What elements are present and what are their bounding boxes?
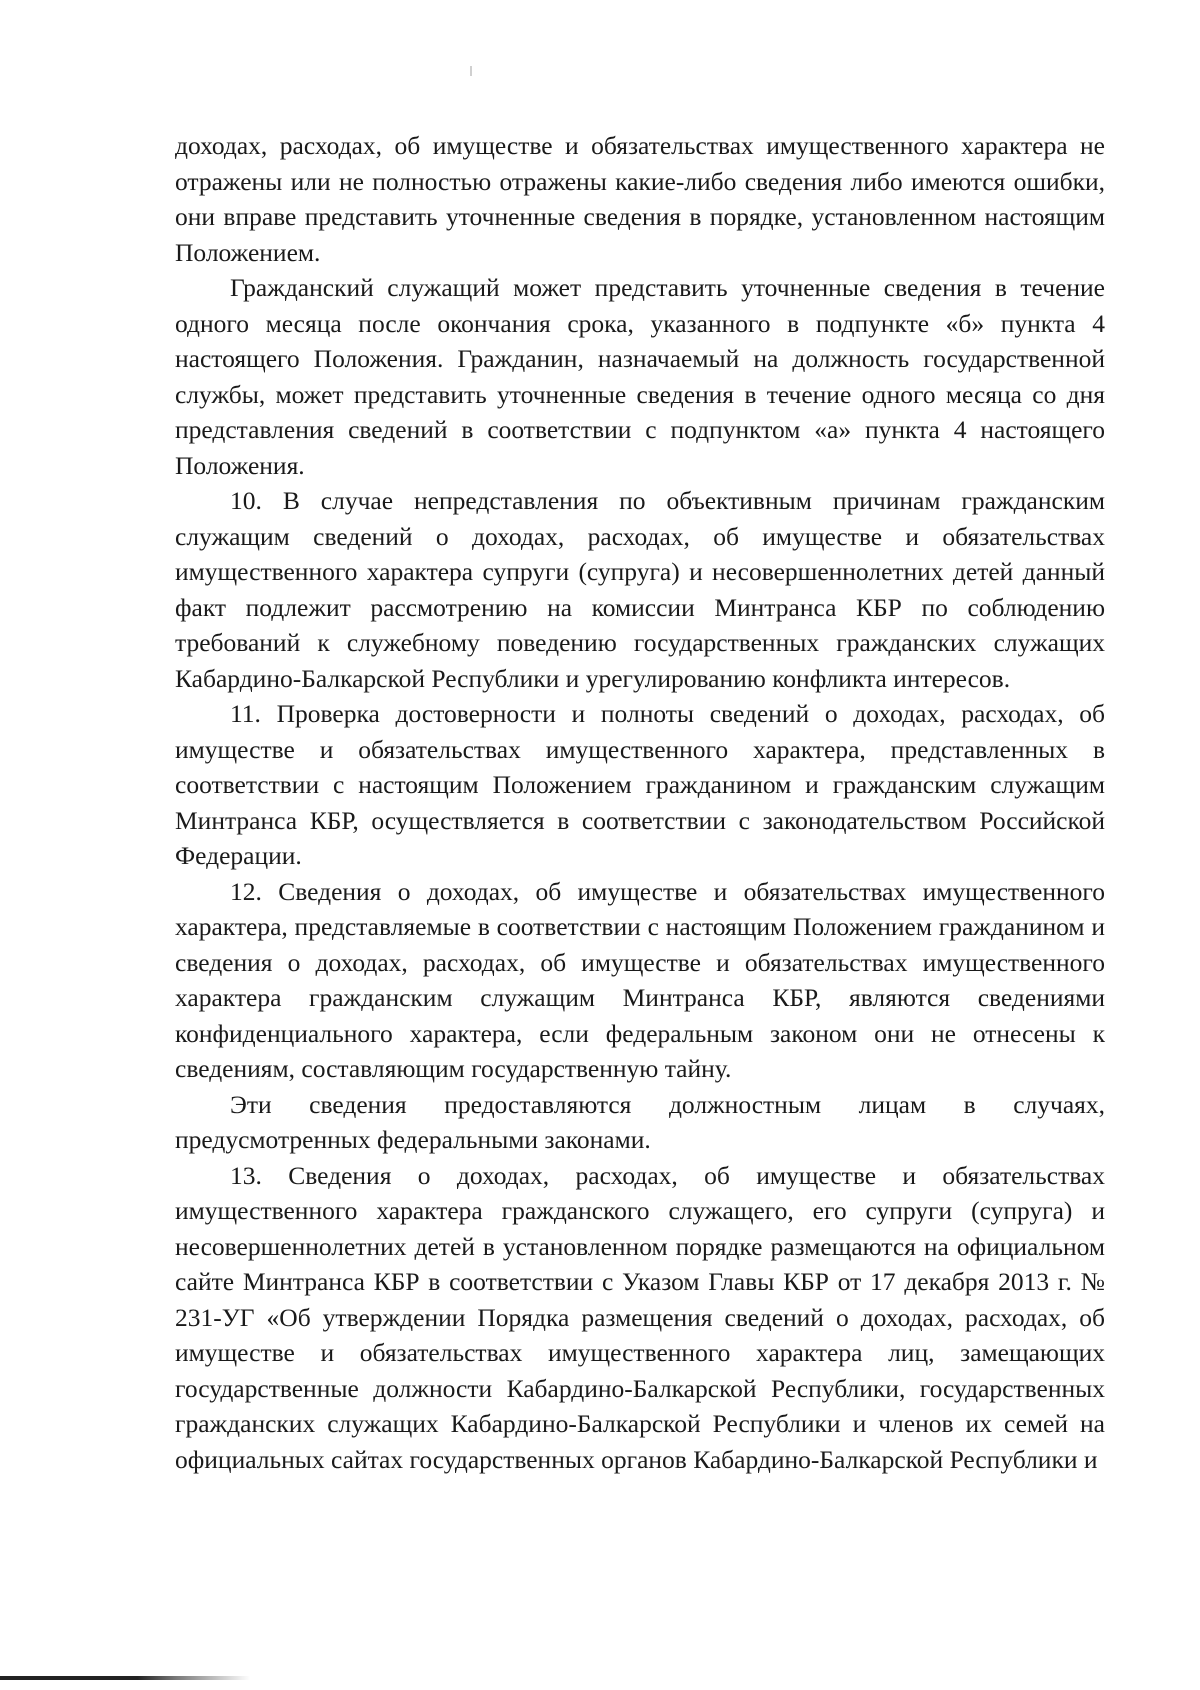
paragraph-item-13: 13. Сведения о доходах, расходах, об имуществе и обязательствах имущественного характера гражданского служащего, его супруги (супруга) и несовершеннолетних детей в установленном порядке размещаются на официальном сайте Минтранса КБР в соответствии с Указом Главы КБР от 17 декабря 2013 г. № 231-УГ «Об утверждении Порядка размещения сведений о доходах, расходах, об имуществе и обязательствах имущественного характера лиц, замещающих государственные должности Кабардино-Балкарской Республики, государственных гражданских служащих Кабардино-Балкарской Республики и членов их семей на официальных сайтах государственных органов Кабардино-Балкарской Республики и [175, 1160, 1105, 1474]
document-body [175, 128, 1105, 1477]
paragraph-item-12: 12. Сведения о доходах, об имуществе и обязательствах имущественного характера, представляемые в соответствии с настоящим Положением гражданином и сведения о доходах, расходах, об имуществе и обязательствах имущественного характера гражданским служащим Минтранса КБР, являются сведениями конфиденциального характера, если федеральным законом они не отнесены к сведениям, составляющим государственную тайну. [175, 876, 1105, 1083]
scan-artifact [470, 66, 472, 76]
paragraph-item-11: 11. Проверка достоверности и полноты сведений о доходах, расходах, об имуществе и обязательствах имущественного характера, представленных в соответствии с настоящим Положением гражданином и гражданским служащим Минтранса КБР, осуществляется в соответствии с законодательством Российской Федерации. [175, 699, 1105, 870]
paragraph-clarification-terms: Гражданский служащий может представить уточненные сведения в течение одного месяца после окончания срока, указанного в подпункте «б» пункта 4 настоящего Положения. Гражданин, назначаемый на должность государственной службы, может представить уточненные сведения в течение одного месяца со дня представления сведений в соответствии с подпунктом «а» пункта 4 настоящего Положения. [175, 273, 1105, 480]
paragraph-item-10: 10. В случае непредставления по объективным причинам гражданским служащим сведений о доходах, расходах, об имуществе и обязательствах имущественного характера супруги (супруга) и несовершеннолетних детей данный факт подлежит рассмотрению на комиссии Минтранса КБР по соблюдению требований к служебному поведению государственных гражданских служащих Кабардино-Балкарской Республики и урегулированию конфликта интересов. [175, 486, 1105, 693]
paragraph-continuation: доходах, расходах, об имуществе и обязательствах имущественного характера не отражены или не полностью отражены какие-либо сведения либо имеются ошибки, они вправе представить уточненные сведения в порядке, установленном настоящим Положением. [175, 131, 1105, 267]
paragraph-item-12-disclosure: Эти сведения предоставляются должностным лицам в случаях, предусмотренных федеральными законами. [175, 1089, 1105, 1154]
scan-edge-line [0, 1676, 250, 1680]
